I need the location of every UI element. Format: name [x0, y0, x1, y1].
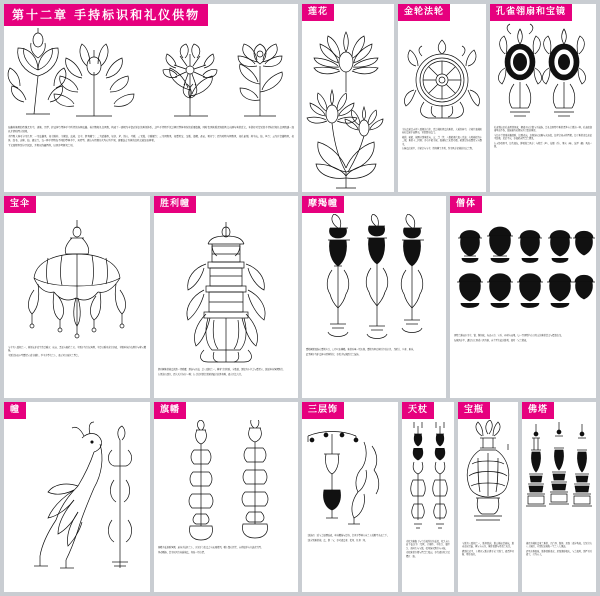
panel-dharmachakra — [398, 4, 486, 192]
panel-text-victory-banner: 胜利幢象征佛法战胜一切邪魔、烦恼与外道，是八瑞相之一。幢身呈圆柱形，分数层，顶端为小伞盖与摩尼宝，层层垂挂丝绸飘带。 在须弥山四方，四大天王各持一幢；在寺院屋顶常见铜制镀金的胜利幢，表示正法久住。 — [158, 368, 285, 376]
panel-text-khatvanga: 天杖为瑜伽士与空行母所持的长杖，杖头自上而下依次为三叉戟、金刚杵、干枯头、腐烂头、新鲜头与宝瓶，杖身饰以飘带与小鼓。 天杖象征方便与智慧之双运，亦代表持杖者已降伏三毒。 — [406, 540, 450, 558]
artwork-offering-vessels — [450, 214, 596, 328]
panel-flag-banner — [154, 402, 298, 592]
artwork-lotus-plants — [4, 26, 298, 121]
artwork-treasure-vase — [458, 420, 518, 538]
artwork-banner-deer — [4, 420, 150, 572]
artwork-dharmachakra — [398, 22, 486, 124]
panel-title-peacock-mirror: 孔雀翎扇和宝镜 — [490, 4, 572, 21]
panel-title-flag-banner: 旗幡 — [154, 402, 186, 419]
panel-title-victory-banner: 胜利幢 — [154, 196, 196, 213]
panel-title-treasure-vase: 宝瓶 — [458, 402, 490, 419]
artwork-khatvanga-staffs — [402, 420, 454, 536]
panel-victory-banner — [154, 196, 298, 398]
panel-text-parasol: 宝伞为八瑞相之一，象征庇护众生免受痛苦、疾病、恶灵与障碍之苦。伞面多为白色丝绸，伞骨以檀木或金制成，伞檐垂挂彩色绸带与珠宝璎珞。 伞顶常饰以小型摩尼宝或金刚杵。举伞于尊者之上，表示对其地位之尊崇。 — [8, 346, 146, 357]
panel-title-makara-banner: 摩羯幢 — [302, 196, 344, 213]
panel-parasol — [4, 196, 150, 398]
panel-text-offerings: 供物之器皿多为金、银、铜制成，内盛五谷、宝石、药材与花果。每一件供物皆有其特定的象征意义与摆放次第。 坛城供养中，通常以七供或八供为准，自左至右依次排列，表对三宝之敬献。 — [454, 334, 564, 342]
panel-offerings — [450, 196, 596, 398]
panel-title-lotus: 莲花 — [302, 4, 334, 21]
panel-title-offerings: 僧体 — [450, 196, 482, 213]
panel-title-parasol: 宝伞 — [4, 196, 36, 213]
artwork-stupas — [522, 420, 596, 538]
artwork-makara-banners — [302, 214, 446, 344]
panel-makara-banner — [302, 196, 446, 398]
panel-title-banner-small: 幢 — [4, 402, 26, 419]
panel-text-chapter: 在藏传佛教的造像艺术中，诸佛、菩萨、护法神等尊神手中所持的各种法器、标识物和礼仪供物，构成了一套极为丰富而复杂的象征体系。这些手持物不仅是辨识尊神身份的重要依据，同时也承载着深刻的教义内涵与象征意义。本章将对常见的手持标识和礼仪供物逐一加以介绍和图示说明。 手持物大体可分为几类：一为法器类，如金刚杵、金刚铃、法轮、宝伞、胜利幢等；二为武器类，如剑、斧、钺刀、弓箭、三叉戟、金刚橛等；三为供物类，如摩尼宝、宝瓶、海螺、莲花、果实等；四为动物与植物类，如孔雀翎、羚羊皮、蛇、鱼等；五为日常器物类，如钵、经书、念珠、镜、拂尘等。每一种手持物在不同的尊神手中，其造型、颜色与持握方式均有所不同，需要结合具体的仪轨文献加以辨析。 下文按照类别分节叙述，并附以线描图样，以供参考研究之用。 — [8, 126, 294, 147]
artwork-victory-banner — [154, 214, 298, 364]
artwork-flag-banners — [154, 420, 298, 542]
panel-title-dharmachakra: 金轮法轮 — [398, 4, 450, 21]
panel-three-tier — [302, 402, 398, 592]
panel-text-three-tier: 三层饰由三重宝盖层叠而成，垂挂璎珞与铃铛，常置于尊神宝座之上或殿堂天花之下。 三层分别象征佛、法、僧三宝，亦可表法身、报身、化身三身。 — [306, 534, 390, 542]
panel-text-treasure-vase: 宝瓶为八瑞相之一，瓶身圆满，瓶口插如意树枝，瓶内盛满甘露、珠宝与五谷，象征福德与寿命之无尽。 灌顶仪式中，上师以宝瓶水灌于弟子顶门，表清净业障、赐予加持。 — [462, 542, 514, 557]
panel-treasure-vase — [458, 402, 518, 592]
panel-lotus — [302, 4, 394, 192]
panel-text-stupa: 佛塔为佛陀法身之象征，由台基、瓶体、塔刹三部分构成。常见者有八大佛塔，分别纪念佛陀一生之八大事迹。 塔基方形表地，瓶体圆形表水，塔刹锥形表火，宝盖表风，顶严日月表空，合为五大。 — [526, 542, 592, 557]
artwork-parasol — [4, 214, 150, 340]
panel-title-khatvanga: 天杖 — [402, 402, 434, 419]
panel-stupa — [522, 402, 596, 592]
artwork-lotus — [302, 22, 394, 192]
panel-banner-small — [4, 402, 150, 592]
panel-khatvanga — [402, 402, 454, 592]
panel-title-chapter: 第十二章 手持标识和礼仪供物 — [4, 4, 208, 26]
panel-text-dharmachakra: 金色法轮是吉祥八瑞相的首位，也是佛陀教法的象征。大乘经典中，金轮代表佛陀初转法轮于鹿野苑，宣说四谛法门。 轮毂、轮辐、轮圈分别象征戒、定、慧三学；八根辐条代表八正道；有时轮辐为十二根，象征十二因缘；亦有千辐金轮，表佛陀之无量功德。轮顶常饰以摩尼宝与飘带。 在修法仪轨中，金轮常与宝伞、胜利幢等并列，作为供养诸佛的礼仪之物。 — [402, 128, 482, 151]
panel-peacock-mirror — [490, 4, 596, 192]
panel-text-makara-banner: 摩羯幢顶端饰有摩羯鱼头，口中吐出幢幡，象征吞噬一切违缘。摩羯为印度神话中的水兽，具鳄首、鱼身、象鼻。 此类幢多为护法神与财神所持，亦见于坛城四门之装饰。 — [306, 348, 416, 356]
panel-text-peacock-mirror: 孔雀翎扇由孔雀尾羽制成，柄部多以金银宝石装饰，是礼仪供物中象征清净与美德的一种。孔雀能食毒草而不伤，故被喻为转烦恼为菩提的象征。 宝镜多呈圆形或椭圆形，镜面光洁，边缘饰以莲瓣与火焰纹，镜背常刻吉祥图案。镜子象征诸法如镜中影像，虚幻不实，亦表般若智慧之照见。 在五妙欲供中，镜代表色，即视觉之供养；与琵琶（声）、海螺（香）、果实（味）、绫罗（触）共成一组。 — [494, 126, 592, 149]
panel-title-stupa: 佛塔 — [522, 402, 554, 419]
artwork-peacock-fan-and-mirror — [490, 22, 596, 122]
panel-text-flag-banner: 旗幡为长条形丝绸，悬挂于长杆之上，多见于寺院法会与坛城周围。幡上绘有经咒、吉祥纹样与六道众生图。 风动幡扬，意为以风力传播佛法，利益一切有情。 — [158, 546, 263, 554]
panel-chapter — [4, 4, 298, 192]
artwork-three-tier-ornament — [302, 420, 398, 530]
panel-title-three-tier: 三层饰 — [302, 402, 344, 419]
